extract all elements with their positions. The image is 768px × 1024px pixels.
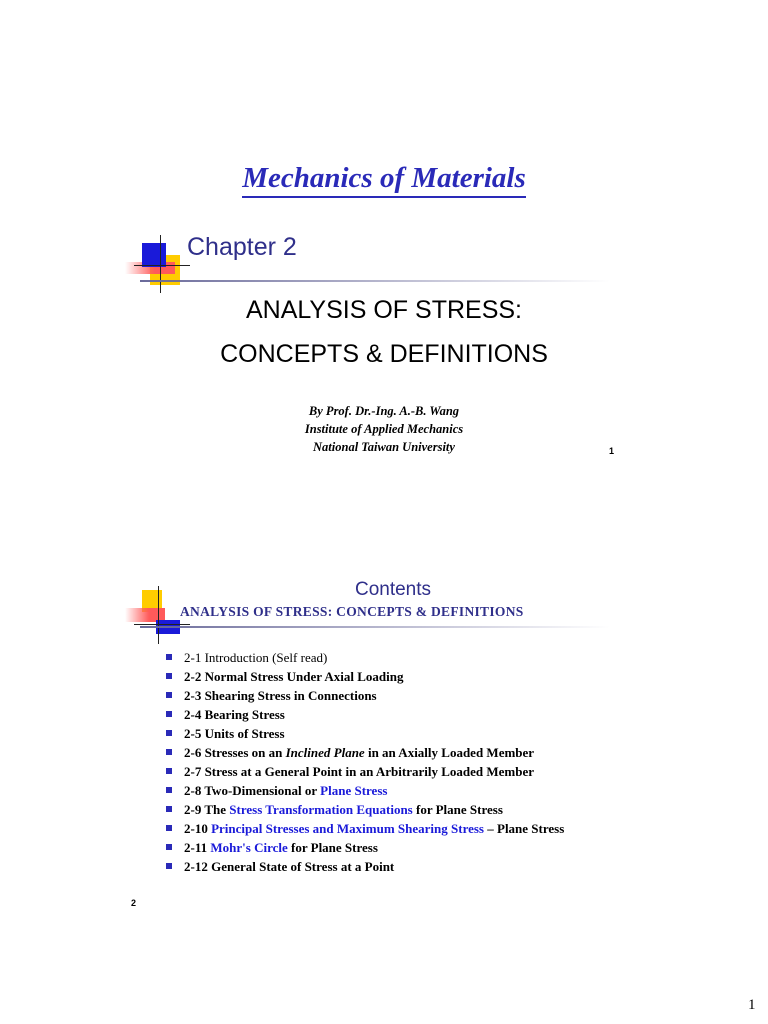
bullet-icon [166,749,172,755]
contents-item-text: Principal Stresses and Maximum Shearing Stress [211,821,484,836]
subtitle-line-2: CONCEPTS & DEFINITIONS [220,340,548,368]
bullet-icon [166,825,172,831]
bullet-icon [166,673,172,679]
divider-line [140,626,610,628]
document-page-number: 1 [748,997,756,1013]
contents-item-text: 2-4 Bearing Stress [184,707,285,722]
contents-item-text: 2-7 Stress at a General Point in an Arbitrarily Loaded Member [184,764,535,779]
document-title: Mechanics of Materials [0,162,768,195]
bullet-icon [166,711,172,717]
bullet-icon [166,787,172,793]
slide-contents [0,560,768,920]
divider-line [140,280,610,282]
contents-item-text: 2-10 [184,821,212,836]
chapter-heading: Chapter 2 [187,233,297,261]
slide-page-number: 1 [609,446,615,456]
contents-item-text: 2-3 Shearing Stress in Connections [184,688,377,703]
contents-item-text: – Plane Stress [484,821,565,836]
contents-item-text: 2-12 General State of Stress at a Point [184,859,395,874]
bullet-icon [166,692,172,698]
contents-item [166,762,564,781]
contents-item-text: 2-11 [184,840,211,855]
contents-item-text: Plane Stress [320,783,388,798]
contents-item-text: Inclined Plane [285,745,365,760]
bullet-icon [166,654,172,660]
contents-item [166,781,564,800]
bullet-icon [166,806,172,812]
bullet-icon [166,768,172,774]
author-university: National Taiwan University [313,440,455,454]
contents-item-text: 2-6 Stresses on an [184,745,286,760]
bullet-icon [166,844,172,850]
contents-item-text: 2-8 Two-Dimensional or [184,783,321,798]
contents-item [166,838,564,857]
contents-item [166,667,564,686]
contents-item [166,724,564,743]
contents-item-text: 2-2 Normal Stress Under Axial Loading [184,669,404,684]
contents-item [166,800,564,819]
bullet-icon [166,863,172,869]
contents-item-text: in an Axially Loaded Member [364,745,535,760]
slide-page-number: 2 [131,898,137,908]
contents-item-text: Mohr's Circle [210,840,288,855]
contents-item-text: 2-9 The [184,802,230,817]
contents-item [166,686,564,705]
contents-item [166,705,564,724]
subtitle-line-1: ANALYSIS OF STRESS: [245,296,522,324]
contents-item [166,648,564,667]
contents-item [166,857,564,876]
author-byline [0,402,768,456]
bullet-icon [166,730,172,736]
contents-title: Contents [354,579,432,600]
contents-item [166,819,564,838]
author-name: By Prof. Dr.-Ing. A.-B. Wang [308,404,460,418]
author-institute: Institute of Applied Mechanics [304,422,464,436]
contents-item [166,743,564,762]
contents-item-text: for Plane Stress [412,802,503,817]
contents-subtitle: ANALYSIS OF STRESS: CONCEPTS & DEFINITIONS [180,604,524,619]
contents-item-text: Stress Transformation Equations [229,802,413,817]
slide-title [0,0,768,470]
contents-item-text: 2-5 Units of Stress [184,726,285,741]
contents-item-text: for Plane Stress [287,840,378,855]
slide-decoration [120,235,190,295]
contents-item-text: 2-1 Introduction (Self read) [184,650,328,665]
contents-list [166,648,564,876]
